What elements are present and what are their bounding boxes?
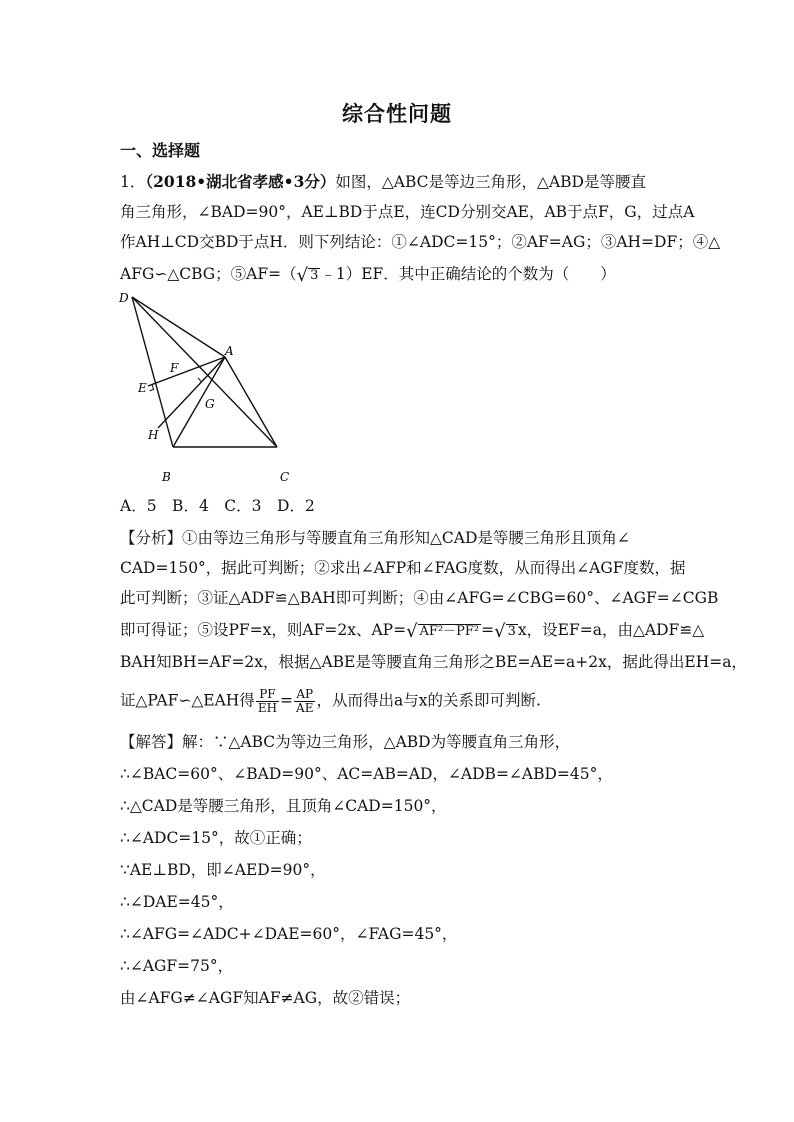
question-source: （2018•湖北省孝感•3分） xyxy=(145,172,336,191)
solution-line-4: ∴∠ADC=15°，故①正确； xyxy=(120,829,312,847)
solution-tag: 【解答】 xyxy=(120,733,183,751)
analysis-line-1 xyxy=(120,528,630,548)
analysis-text-6a: 证△PAF∽△EAH得 xyxy=(120,691,255,710)
question-text-1: 如图，△ABC是等边三角形，△ABD是等腰直 xyxy=(335,173,646,191)
label-E: E xyxy=(138,381,147,395)
analysis-line-4 xyxy=(120,620,704,642)
analysis-line-2: CAD=150°，据此可判断；②求出∠AFP和∠FAG度数，从而得出∠AGF度数，据 xyxy=(120,559,686,577)
fraction-denominator: AE xyxy=(296,701,314,715)
analysis-text-4a: 即可得证；⑤设PF=x，则AF=2x、AP= xyxy=(120,621,407,639)
solution-line-2: ∴∠BAC=60°、∠BAD=90°、AC=AB=AD，∠ADB=∠ABD=45°， xyxy=(120,765,613,783)
analysis-text-4c: x，设EF=a，由△ADF≌△ xyxy=(517,621,705,639)
label-A: A xyxy=(225,344,234,358)
question-line-1 xyxy=(120,172,646,192)
question-text-4a: AFG∽△CBG；⑤AF=（ xyxy=(120,265,297,283)
analysis-line-3: 此可判断；③证△ADF≌△BAH即可判断；④由∠AFG=∠CBG=60°、∠AGF=∠CGB xyxy=(120,589,719,607)
analysis-text-6b: ，从而得出a与x的关系即可判断. xyxy=(316,691,541,710)
sqrt-expression: AF²－PF² xyxy=(419,624,480,639)
analysis-line-6 xyxy=(120,688,541,715)
analysis-tag: 【分析】 xyxy=(120,529,183,547)
geometry-figure xyxy=(112,285,312,485)
radical-sign: √ xyxy=(296,265,309,286)
solution-line-7: ∴∠AFG=∠ADC+∠DAE=60°，∠FAG=45°， xyxy=(120,925,458,943)
section-heading: 一、选择题 xyxy=(120,141,201,160)
fraction-numerator: AP xyxy=(294,688,315,702)
fraction-pf-eh xyxy=(256,688,279,715)
segment-DC xyxy=(132,297,277,447)
label-D: D xyxy=(119,291,129,305)
fraction-ap-ae xyxy=(294,688,315,715)
page-title: 综合性问题 xyxy=(342,101,452,126)
analysis-text-1: ①由等边三角形与等腰直角三角形知△CAD是等腰三角形且顶角∠ xyxy=(182,529,630,547)
question-text-4b: ﹣1）EF．其中正确结论的个数为（ ） xyxy=(320,265,616,283)
solution-line-3: ∴△CAD是等腰三角形，且顶角∠CAD=150°， xyxy=(120,797,447,815)
sqrt-3: 3 xyxy=(507,624,516,639)
radical-sign: √ xyxy=(406,621,418,642)
question-line-4 xyxy=(120,264,616,286)
equals-sign: = xyxy=(280,691,294,710)
label-C: C xyxy=(280,470,290,484)
solution-line-8: ∴∠AGF=75°， xyxy=(120,957,234,975)
label-G: G xyxy=(205,397,215,411)
solution-line-9: 由∠AFG≠∠AGF知AF≠AG，故②错误； xyxy=(120,989,411,1007)
analysis-line-5: BAH知BH=AF=2x，根据△ABE是等腰直角三角形之BE=AE=a+2x，据此得出EH=a， xyxy=(120,653,747,671)
analysis-text-4b: = xyxy=(481,621,495,639)
segment-AH xyxy=(158,357,225,428)
fraction-numerator: PF xyxy=(256,688,279,702)
sqrt-3: 3 xyxy=(310,268,319,283)
segment-AB xyxy=(173,357,225,447)
fraction-denominator: EH xyxy=(257,701,278,715)
question-line-3: 作AH⊥CD交BD于点H．则下列结论：①∠ADC=15°；②AF=AG；③AH=DF；④△ xyxy=(120,233,721,251)
radical-sign: √ xyxy=(494,621,506,642)
label-F: F xyxy=(170,361,179,375)
question-number: 1． xyxy=(120,173,146,191)
question-line-2: 角三角形，∠BAD=90°，AE⊥BD于点E，连CD分别交AE，AB于点F，G，过点A xyxy=(120,203,695,221)
solution-line-5: ∵AE⊥BD，即∠AED=90°， xyxy=(120,861,326,879)
label-B: B xyxy=(162,470,171,484)
solution-line-1 xyxy=(120,732,570,752)
solution-text-1: 解：∵△ABC为等边三角形，△ABD为等腰直角三角形， xyxy=(182,733,571,751)
solution-line-6: ∴∠DAE=45°， xyxy=(120,893,234,911)
answer-options: A．5 B．4 C．3 D．2 xyxy=(120,497,315,515)
label-H: H xyxy=(148,428,159,442)
